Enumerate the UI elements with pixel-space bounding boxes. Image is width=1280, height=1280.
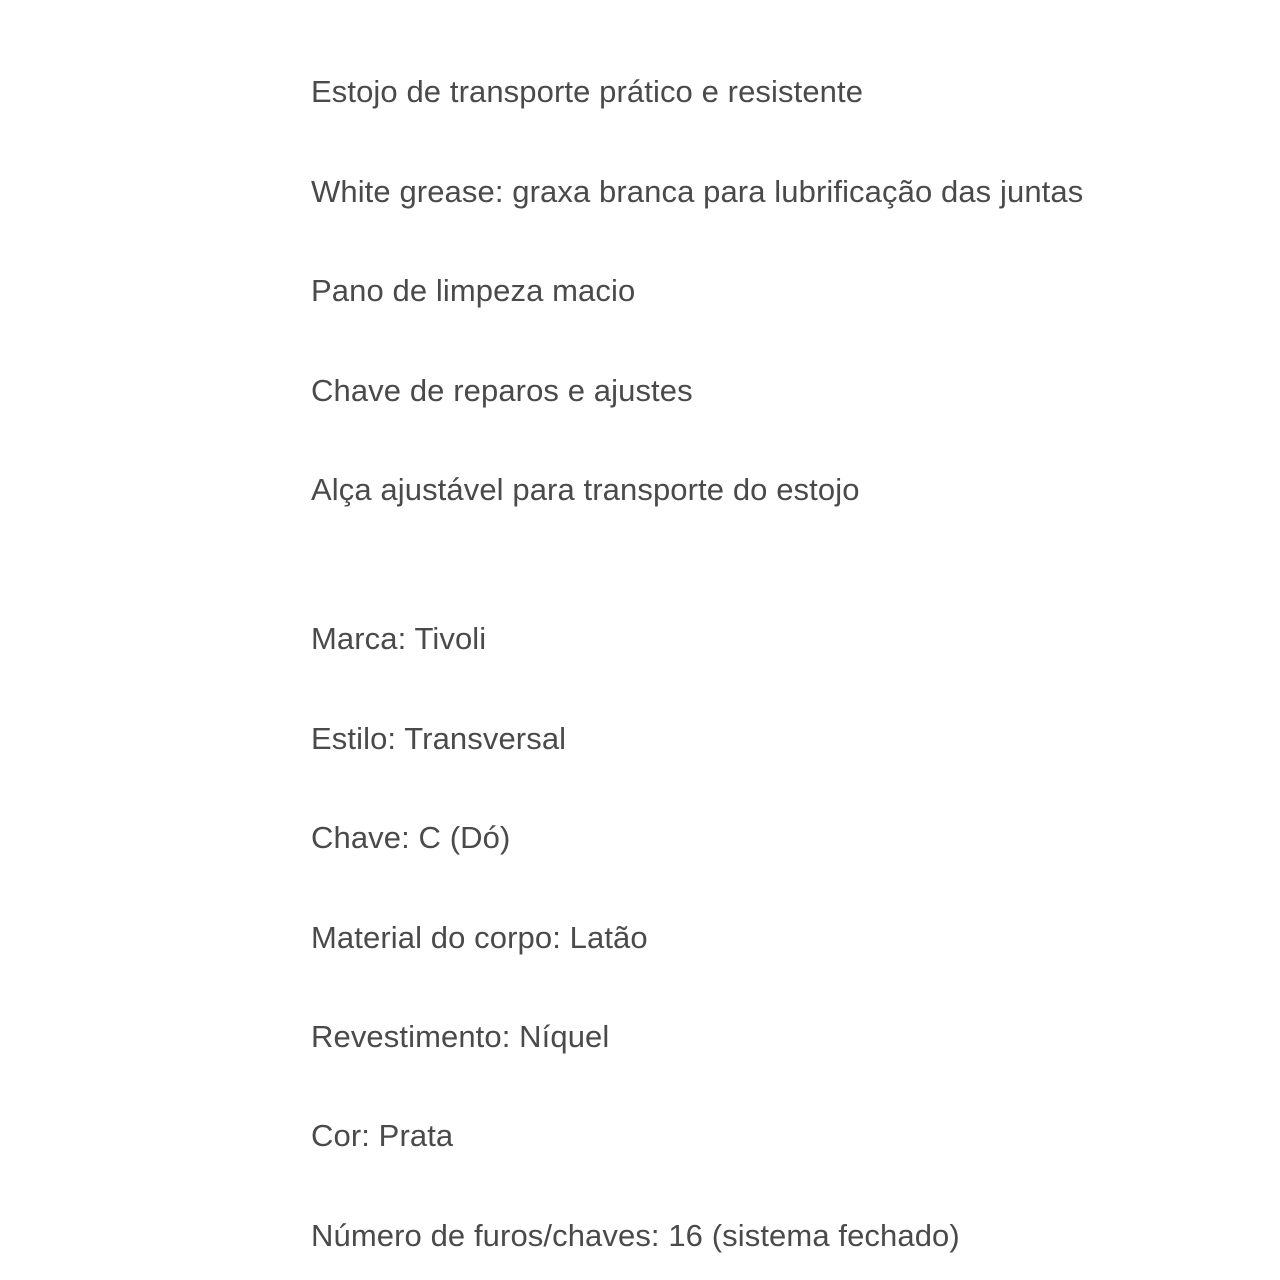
spec-color: Cor: Prata	[311, 1118, 454, 1153]
included-item-tool: Chave de reparos e ajustes	[311, 373, 693, 408]
included-item-case: Estojo de transporte prático e resistente	[311, 74, 864, 109]
spec-body-material: Material do corpo: Latão	[311, 920, 648, 955]
included-item-grease: White grease: graxa branca para lubrificação das juntas	[311, 174, 1084, 209]
spec-brand: Marca: Tivoli	[311, 621, 487, 656]
spec-keys-count: Número de furos/chaves: 16 (sistema fechado)	[311, 1218, 960, 1253]
spec-style: Estilo: Transversal	[311, 721, 567, 756]
included-item-cloth: Pano de limpeza macio	[311, 273, 636, 308]
included-item-strap: Alça ajustável para transporte do estojo	[311, 472, 860, 507]
spec-finish: Revestimento: Níquel	[311, 1019, 610, 1054]
spec-key: Chave: C (Dó)	[311, 820, 511, 855]
